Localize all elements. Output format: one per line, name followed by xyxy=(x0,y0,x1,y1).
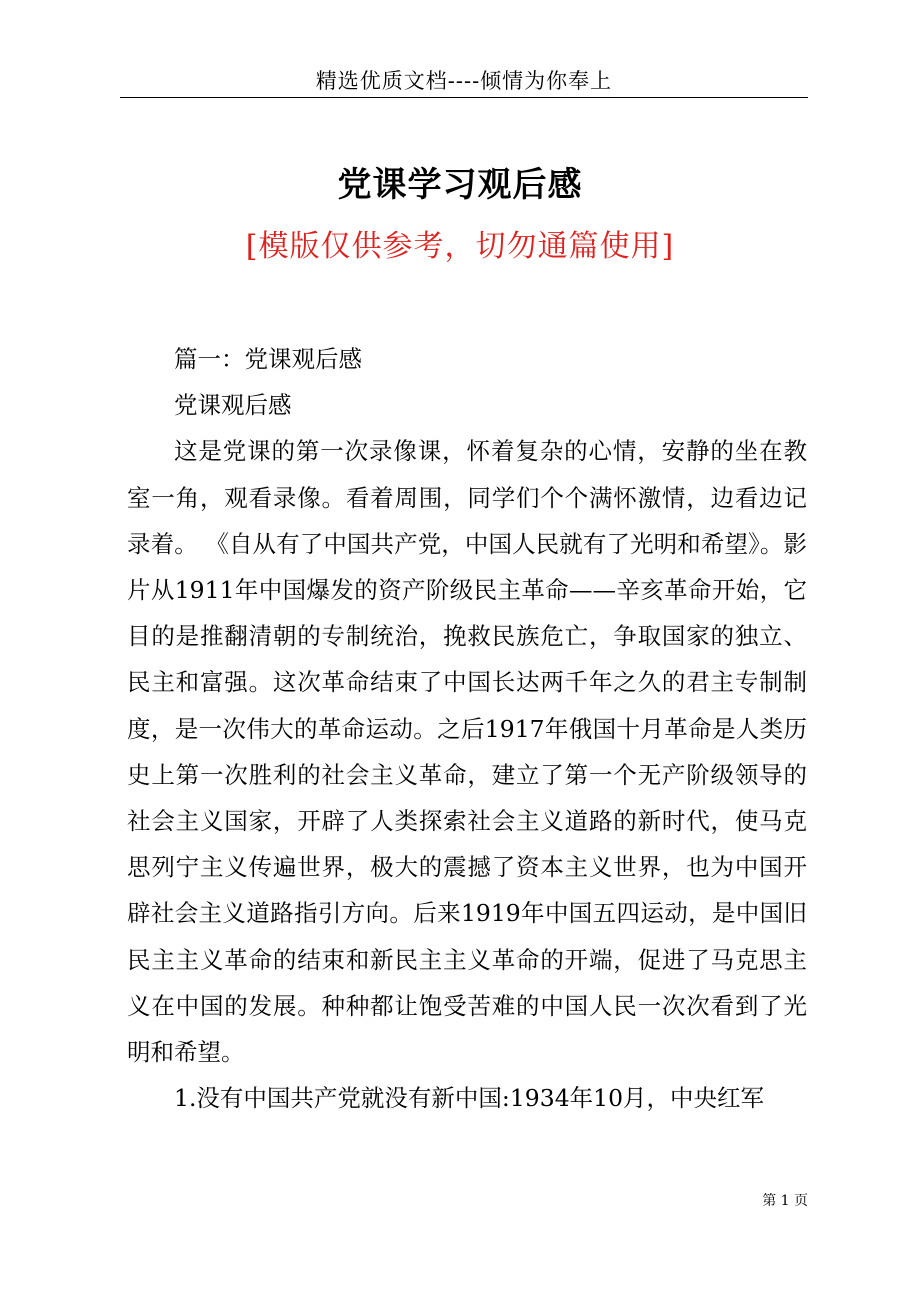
body-paragraph: 1.没有中国共产党就没有新中国:1934年10月，中央红军 xyxy=(174,1084,765,1113)
section-heading: 篇一：党课观后感 xyxy=(174,345,362,373)
page-number: 第 1 页 xyxy=(762,1193,808,1209)
document-body xyxy=(127,336,807,1121)
page-header: 精选优质文档----倾情为你奉上 xyxy=(315,69,613,93)
header-divider xyxy=(120,97,808,98)
document-subtitle: [模版仅供参考，切勿通篇使用] xyxy=(245,229,675,264)
article-heading: 党课观后感 xyxy=(174,391,292,420)
body-paragraph: 这是党课的第一次录像课，怀着复杂的心情，安静的坐在教室一角，观看录像。看着周围，同学们个个满怀激情，边看边记录着。 《自从有了中国共产党，中国人民就有了光明和希望》。影片从1911年中国爆发的资产阶级民主革命——辛亥革命开始，它目的是推翻清朝的专制统治，挽救民族危亡，争取国家的独立、民主和富强。这次革命结束了中国长达两千年之久的君主专制制度，是一次伟大的革命运动。之后1917年俄国十月革命是人类历史上第一次胜利的社会主义革命，建立了第一个无产阶级领导的社会主义国家，开辟了人类探索社会主义道路的新时代，使马克思列宁主义传遍世界，极大的震撼了资本主义世界，也为中国开辟社会主义道路指引方向。后来1919年中国五四运动，是中国旧民主主义革命的结束和新民主主义革命的开端，促进了马克思主义在中国的发展。种种都让饱受苦难的中国人民一次次看到了光明和希望。 xyxy=(127,437,807,1067)
document-title: 党课学习观后感 xyxy=(337,165,583,205)
